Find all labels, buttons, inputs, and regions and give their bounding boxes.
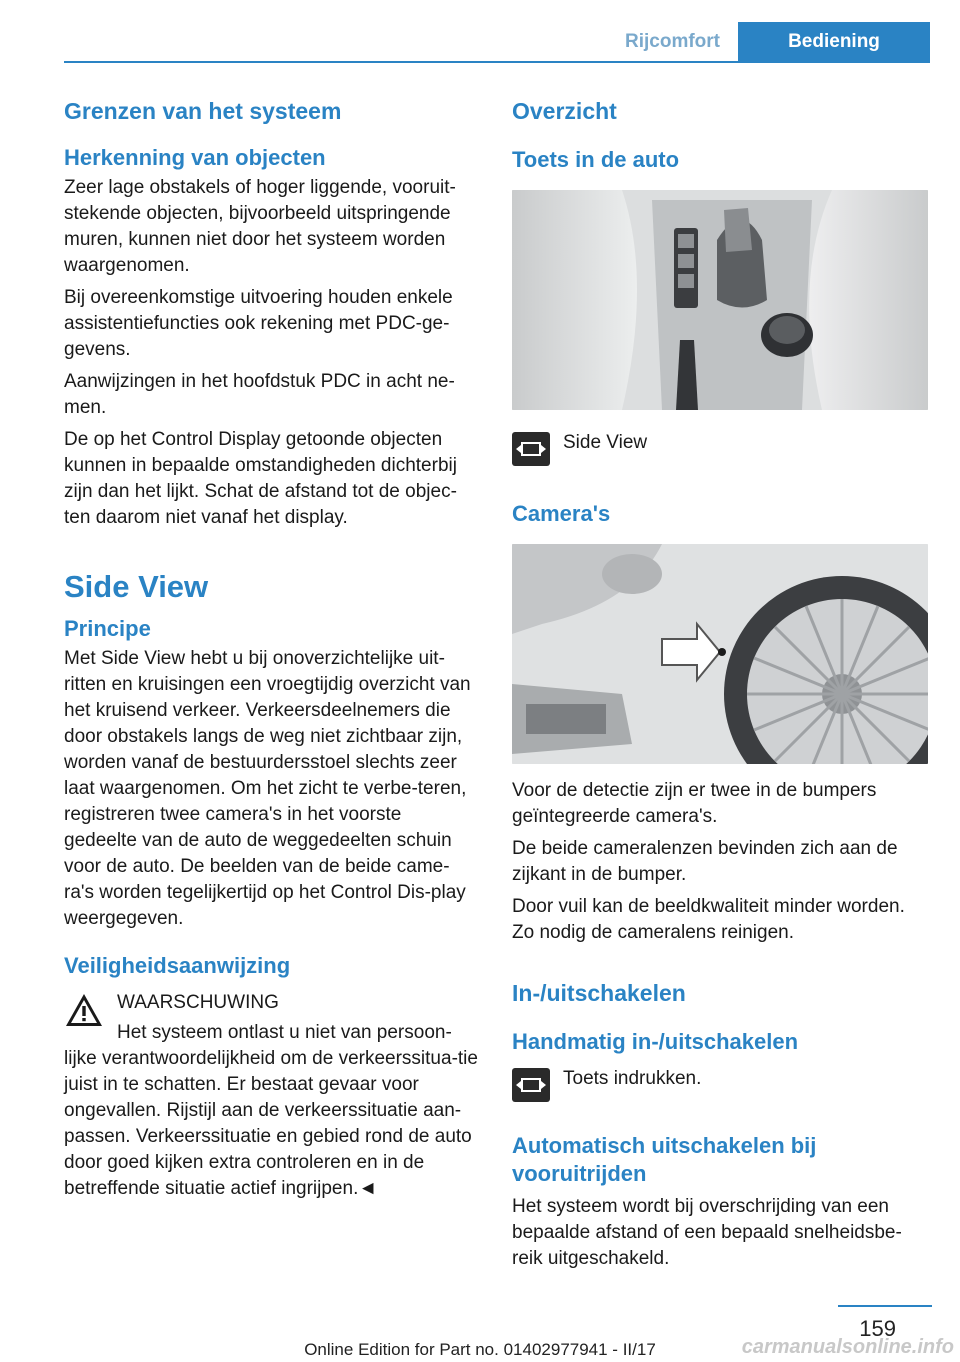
photo-center-console <box>512 190 928 410</box>
paragraph-principle: Met Side View hebt u bij onoverzichtelijke uit-ritten en kruisingen een vroegtijdig overzicht van het kruisend verkeer. Verkeersdeelnemers die door obstakels langs de weg niet zichtbaar zijn, worden vanaf de bestuurdersstoel slechts zeer laat waargenomen. Om het zicht te verbe-teren, registreren twee camera's in het voorste gedeelte van de auto de weggedeelten schuin voor de auto. De beelden van de beide came-ra's worden tegelijkertijd op het Control Dis-play weergegeven. <box>64 648 471 929</box>
heading-cameras: Camera's <box>512 501 611 526</box>
paragraph-auto-off: Het systeem wordt bij overschrijding van een bepaalde afstand of een bepaald snelheidsbe-reik uitgeschakeld. <box>512 1196 902 1269</box>
paragraph-camera-lenses: De beide cameralenzen bevinden zich aan de zijkant in de bumper. <box>512 838 898 885</box>
paragraph-camera-detection: Voor de detectie zijn er twee in de bumpers geïntegreerde camera's. <box>512 780 877 827</box>
warning-block <box>64 990 478 1202</box>
paragraph-pdc-data: Bij overeenkomstige uitvoering houden enkele assistentiefuncties ook rekening met PDC-ge-gevens. <box>64 287 453 360</box>
warning-title: WAARSCHUWING <box>117 992 279 1013</box>
side-view-button-row <box>512 428 928 466</box>
heading-object-detection: Herkenning van objecten <box>64 145 326 170</box>
paragraph-camera-cleaning: Door vuil kan de beeldkwaliteit minder worden. Zo nodig de cameralens reinigen. <box>512 896 905 943</box>
side-view-button-icon[interactable] <box>512 432 550 466</box>
bumper-camera-illustration <box>512 544 928 764</box>
center-console-illustration <box>512 190 928 410</box>
footer-edition: Online Edition for Part no. 01402977941 - II/17 <box>304 1340 656 1359</box>
heading-system-limits: Grenzen van het systeem <box>64 98 342 124</box>
side-view-button-label: Side View <box>563 432 648 453</box>
warning-triangle-icon <box>64 992 104 1028</box>
warning-text: Het systeem ontlast u niet van persoon-lijke verantwoordelijkheid om de verkeerssitua-tie juist in te schatten. Er bestaat gevaar voor ongevallen. Rijstijl aan de verkeerssituatie aan-passen. Verkeerssituatie en gebied rond de auto door goed kijken extra controleren en in de betreffende situatie actief ingrijpen.◄ <box>64 1022 478 1199</box>
heading-auto-off: Automatisch uitschakelen bij vooruitrijden <box>512 1133 817 1186</box>
press-button-label: Toets indrukken. <box>563 1068 702 1089</box>
heading-on-off: In-/uitschakelen <box>512 980 686 1006</box>
side-view-button-icon-2[interactable] <box>512 1068 550 1102</box>
paragraph-display-distance: De op het Control Display getoonde objecten kunnen in bepaalde omstandigheden dichterbij zijn dan het lijkt. Schat de afstand tot de objec-ten daarom niet vanaf het display. <box>64 429 457 528</box>
footer-rule <box>838 1305 932 1307</box>
heading-principle: Principe <box>64 616 151 641</box>
heading-overview: Overzicht <box>512 98 617 124</box>
page-header <box>0 0 960 62</box>
paragraph-pdc-reference: Aanwijzingen in het hoofdstuk PDC in acht ne-men. <box>64 371 455 418</box>
photo-bumper-camera <box>512 544 928 764</box>
tab-rijcomfort[interactable]: Rijcomfort <box>625 31 720 52</box>
heading-safety: Veiligheidsaanwijzing <box>64 953 291 978</box>
manual-button-row <box>512 1064 928 1102</box>
heading-side-view: Side View <box>64 569 209 604</box>
heading-button-in-car: Toets in de auto <box>512 147 680 172</box>
header-rule <box>64 61 930 63</box>
tab-bediening[interactable]: Bediening <box>738 22 930 62</box>
page-number: 159 <box>859 1316 896 1341</box>
paragraph-low-obstacles: Zeer lage obstakels of hoger liggende, vooruit-stekende objecten, bijvoorbeeld uitspringende muren, kunnen niet door het systeem worden waargenomen. <box>64 177 456 276</box>
watermark: carmanualsonline.info <box>741 1336 954 1358</box>
left-column <box>64 96 478 1202</box>
heading-manual-on-off: Handmatig in-/uitschakelen <box>512 1029 799 1054</box>
right-column <box>512 96 928 1272</box>
